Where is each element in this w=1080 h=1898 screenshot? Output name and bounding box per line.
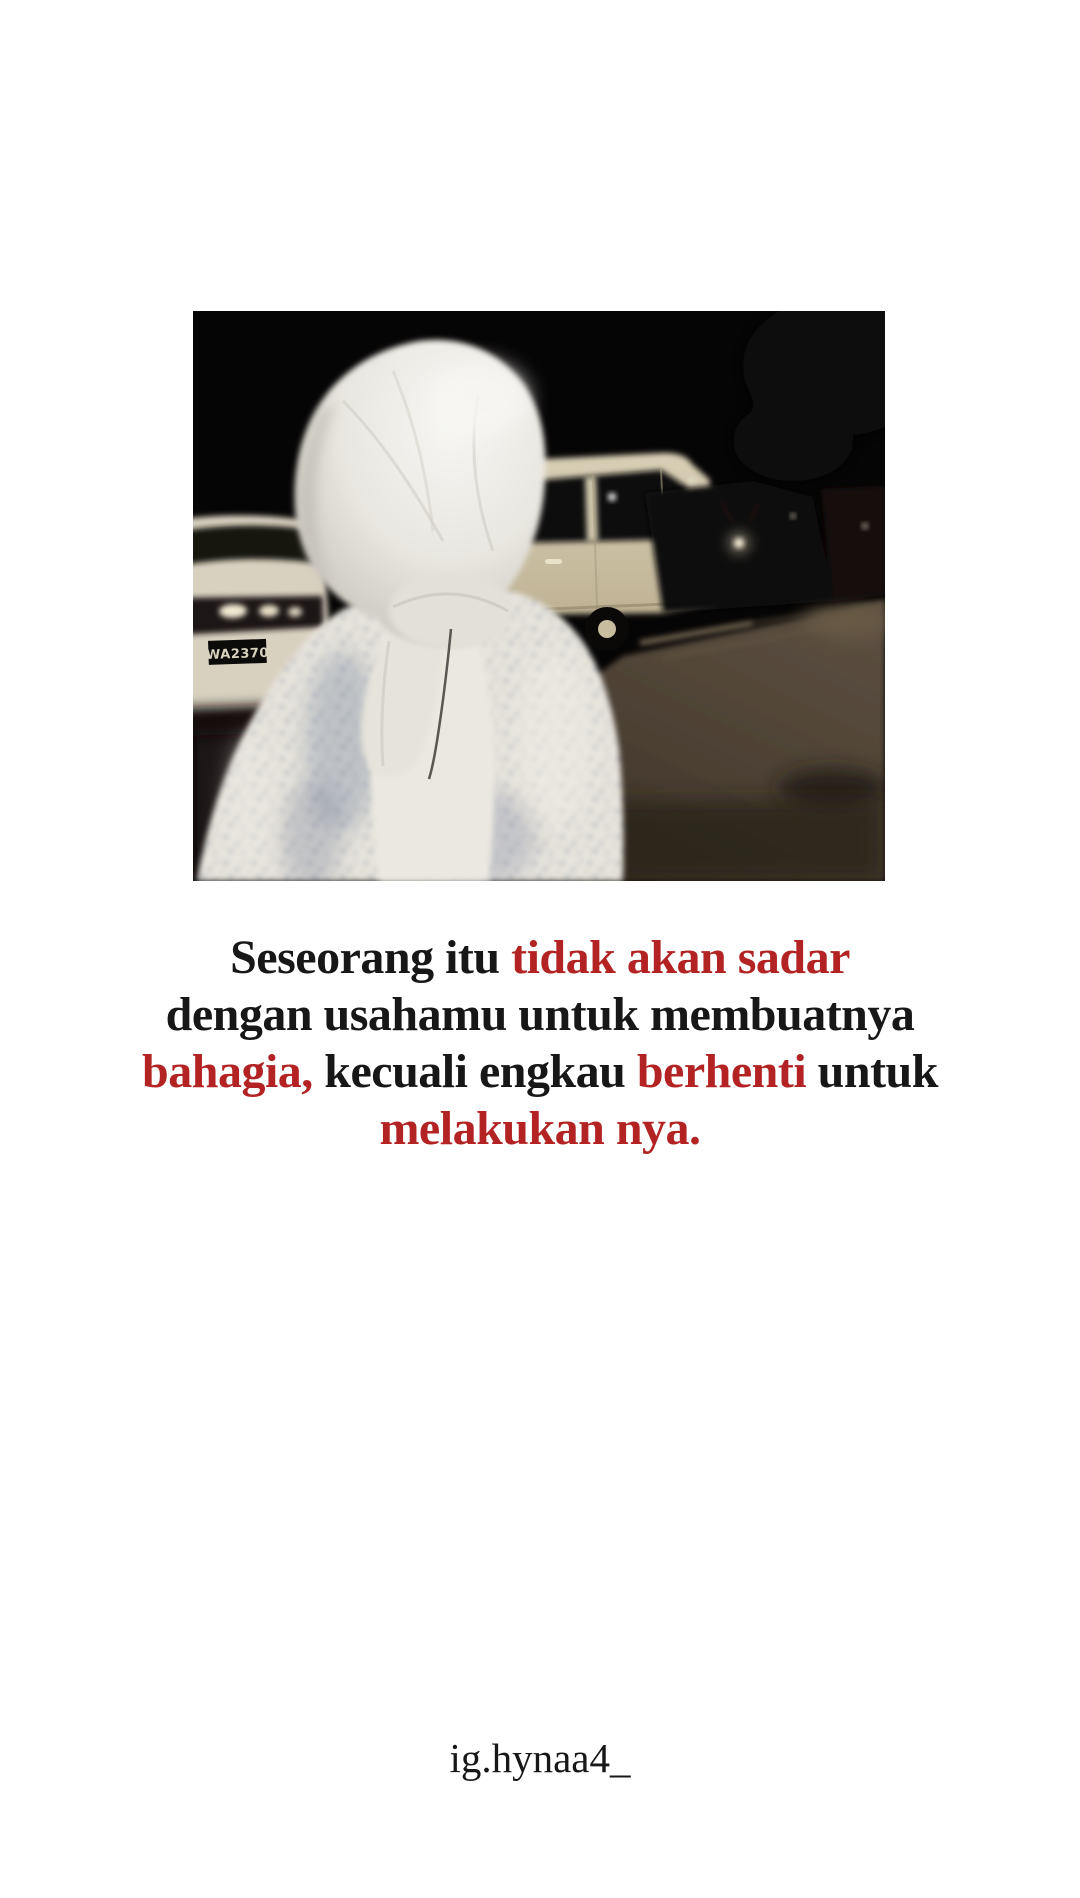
photo-frame bbox=[193, 311, 885, 881]
license-plate bbox=[206, 639, 270, 665]
quote-segment: Seseorang itu bbox=[230, 931, 512, 984]
quote-segment-red: melakukan nya. bbox=[379, 1102, 701, 1155]
quote-segment: dengan usahamu untuk membuatnya bbox=[165, 988, 915, 1041]
quote-segment: kecuali engkau bbox=[312, 1045, 637, 1098]
quote-segment: untuk bbox=[806, 1045, 938, 1098]
quote-segment-red: tidak akan sadar bbox=[511, 931, 850, 984]
quote-segment-red: berhenti bbox=[636, 1045, 807, 1098]
quote-line-3 bbox=[0, 1043, 1080, 1100]
watermark: ig.hynaa4_ bbox=[449, 1735, 631, 1781]
quote-text bbox=[0, 929, 1080, 1157]
night-street-photo bbox=[193, 311, 885, 881]
quote-line-4 bbox=[0, 1100, 1080, 1157]
quote-line-2 bbox=[0, 986, 1080, 1043]
quote-segment-red: bahagia, bbox=[142, 1045, 313, 1098]
quote-line-1 bbox=[0, 929, 1080, 986]
license-plate-text: WA2370 bbox=[205, 645, 270, 664]
parked-vehicles-dark bbox=[645, 481, 885, 613]
